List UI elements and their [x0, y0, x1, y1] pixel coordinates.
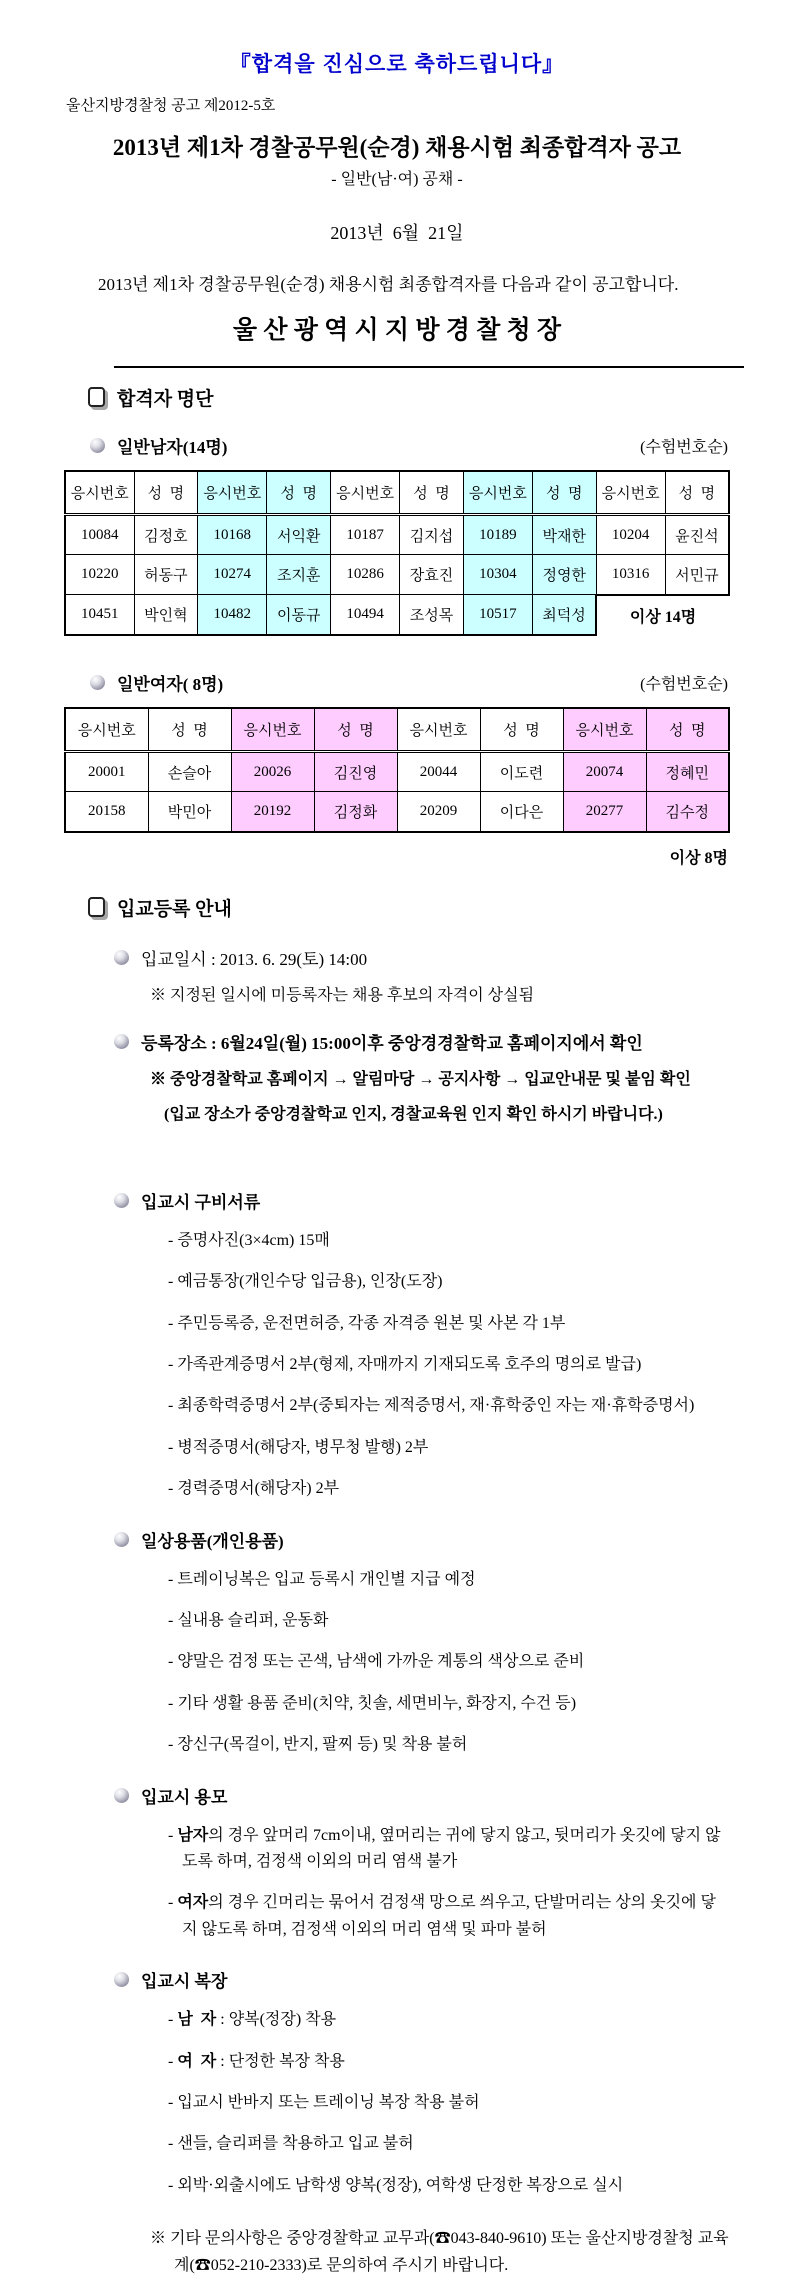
- attire-heading: 입교시 복장: [141, 1972, 228, 1992]
- header-cell: 응시번호: [397, 708, 480, 752]
- table-header-row: [65, 471, 729, 515]
- exam-no-cell: 20158: [65, 792, 148, 832]
- dash-glyph: -: [168, 1653, 174, 1671]
- list-item-bold-prefix: 여자: [177, 1894, 209, 1912]
- name-cell: 김진영: [314, 752, 397, 792]
- list-item-text: 입교시 반바지 또는 트레이닝 복장 착용 불허: [177, 2093, 480, 2111]
- bullet-sphere-icon: [114, 1193, 129, 1208]
- name-cell: 최덕성: [532, 595, 596, 635]
- section-title: 합격자 명단: [117, 388, 214, 410]
- male-order-note: (수험번호순): [640, 438, 728, 456]
- male-roster-header-row: [64, 433, 730, 458]
- table-row: [65, 595, 729, 635]
- name-cell: 김수정: [646, 792, 729, 832]
- list-item-bold-prefix: 남 자: [177, 2011, 217, 2029]
- name-cell: 조지훈: [267, 555, 331, 595]
- schedule-line: [114, 945, 730, 970]
- bullet-sphere-icon: [114, 1972, 129, 1987]
- list-item-text: 병적증명서(해당자, 병무청 발행) 2부: [177, 1438, 429, 1456]
- list-item-text: 의 경우 긴머리는 묶어서 검정색 망으로 씌우고, 단발머리는 상의 옷깃에 닿지 않도록 하며, 검정색 이외의 머리 염색 및 파마 불허: [182, 1894, 716, 1938]
- table-row: [65, 752, 729, 792]
- header-cell: 응시번호: [463, 471, 532, 515]
- documents-heading: 입교시 구비서류: [141, 1192, 261, 1212]
- exam-no-cell: 20192: [231, 792, 314, 832]
- list-item-text: 장신구(목걸이, 반지, 팔찌 등) 및 착용 불허: [177, 1736, 468, 1754]
- list-item: [168, 1228, 730, 1254]
- list-item-text: : 양복(정장) 착용: [216, 2011, 337, 2029]
- exam-no-cell: 10494: [331, 595, 400, 635]
- notice-number: 울산지방경찰청 공고 제2012-5호: [66, 98, 276, 114]
- list-item: [168, 2049, 730, 2075]
- name-cell: 정영한: [532, 555, 596, 595]
- documents-line: [114, 1188, 730, 1213]
- page-title: 2013년 제1차 경찰공무원(순경) 채용시험 최종합격자 공고: [112, 135, 682, 160]
- list-item: [168, 1435, 730, 1461]
- exam-no-cell: 10220: [65, 555, 134, 595]
- name-cell: 김정호: [134, 515, 198, 555]
- location-heading: 등록장소 : 6월24일(월) 15:00이후 중앙경경찰학교 홈페이지에서 확인: [141, 1033, 643, 1053]
- dash-glyph: -: [168, 1273, 174, 1291]
- exam-no-cell: 10187: [331, 515, 400, 555]
- name-cell: 이동규: [267, 595, 331, 635]
- name-cell: 허동구: [134, 555, 198, 595]
- name-cell: 박민아: [148, 792, 231, 832]
- header-cell: 응시번호: [596, 471, 665, 515]
- list-item: [168, 1567, 730, 1593]
- name-cell: 손슬아: [148, 752, 231, 792]
- bullet-sphere-icon: [90, 438, 105, 453]
- header-cell: 응시번호: [231, 708, 314, 752]
- location-note-1: ※ 중앙경찰학교 홈페이지 → 알림마당 → 공지사항 → 입교안내문 및 붙임 확인: [150, 1070, 691, 1088]
- header-cell: 성 명: [646, 708, 729, 752]
- section-registration-guide: [88, 894, 730, 921]
- exam-no-cell: 20001: [65, 752, 148, 792]
- list-item: [168, 1476, 730, 1502]
- name-cell: 박재한: [532, 515, 596, 555]
- name-cell: 이다은: [480, 792, 563, 832]
- header-cell: 응시번호: [198, 471, 267, 515]
- list-item: [168, 1608, 730, 1634]
- name-cell: 박인혁: [134, 595, 198, 635]
- exam-no-cell: 10316: [596, 555, 665, 595]
- signature-title: 울 산 광 역 시 지 방 경 찰 청 장: [232, 316, 562, 344]
- list-item-text: 예금통장(개인수당 입금용), 인장(도장): [177, 1273, 443, 1291]
- list-item-text: 최종학력증명서 2부(중퇴자는 제적증명서, 재·휴학중인 자는 재·휴학증명서): [177, 1397, 695, 1415]
- bullet-sphere-icon: [114, 950, 129, 965]
- list-item: [168, 1311, 730, 1337]
- list-item: [168, 1352, 730, 1378]
- header-cell: 성 명: [267, 471, 331, 515]
- divider: [114, 366, 744, 368]
- exam-no-cell: 20044: [397, 752, 480, 792]
- intro-paragraph: 2013년 제1차 경찰공무원(순경) 채용시험 최종합격자를 다음과 같이 공고합니다.: [98, 275, 679, 294]
- schedule-note: ※ 지정된 일시에 미등록자는 채용 후보의 자격이 상실됨: [150, 986, 535, 1004]
- section-pass-list: [88, 384, 730, 411]
- appearance-line: [114, 1783, 730, 1808]
- name-cell: 조성목: [400, 595, 464, 635]
- name-cell: 김정화: [314, 792, 397, 832]
- list-item: [168, 1649, 730, 1675]
- name-cell: 서익환: [267, 515, 331, 555]
- table-row: [65, 515, 729, 555]
- daily-goods-line: [114, 1527, 730, 1552]
- exam-no-cell: 10482: [198, 595, 267, 635]
- name-cell: 정혜민: [646, 752, 729, 792]
- male-total-cell: 이상 14명: [629, 608, 697, 626]
- header-cell: 응시번호: [65, 471, 134, 515]
- name-cell: 이도련: [480, 752, 563, 792]
- list-item-text: 경력증명서(해당자) 2부: [177, 1480, 340, 1498]
- list-item-text: 샌들, 슬리퍼를 착용하고 입교 불허: [177, 2135, 414, 2153]
- table-row: [65, 555, 729, 595]
- header-cell: 성 명: [480, 708, 563, 752]
- dash-glyph: -: [168, 1314, 174, 1332]
- female-roster-label: 일반여자( 8명): [117, 674, 224, 694]
- bullet-sphere-icon: [114, 1034, 129, 1049]
- list-item-text: 증명사진(3×4cm) 15매: [177, 1231, 330, 1249]
- section-square-icon: [88, 897, 105, 917]
- name-cell: 서민규: [665, 555, 729, 595]
- dash-glyph: -: [168, 2052, 174, 2070]
- female-roster-table: [64, 707, 730, 833]
- section-square-icon: [88, 387, 105, 407]
- dash-glyph: -: [168, 1826, 174, 1844]
- list-item: [168, 1732, 730, 1758]
- exam-no-cell: 10204: [596, 515, 665, 555]
- list-item-text: 기타 생활 용품 준비(치약, 칫솔, 세면비누, 화장지, 수건 등): [177, 1694, 577, 1712]
- section-title: 입교등록 안내: [117, 898, 232, 920]
- exam-no-cell: 20209: [397, 792, 480, 832]
- dash-glyph: -: [168, 1694, 174, 1712]
- dash-glyph: -: [168, 2011, 174, 2029]
- list-item-text: 의 경우 앞머리 7cm이내, 옆머리는 귀에 닿지 않고, 뒷머리가 옷깃에 닿지 않도록 하며, 검정색 이외의 머리 염색 불가: [182, 1826, 721, 1870]
- location-note-2: (입교 장소가 중앙경찰학교 인지, 경찰교육원 인지 확인 하시기 바랍니다.): [164, 1105, 663, 1123]
- dash-glyph: -: [168, 1231, 174, 1249]
- appearance-heading: 입교시 용모: [141, 1787, 228, 1807]
- exam-no-cell: 10189: [463, 515, 532, 555]
- header-cell: 응시번호: [563, 708, 646, 752]
- female-roster-label-line: [90, 670, 223, 695]
- header-cell: 성 명: [148, 708, 231, 752]
- exam-no-cell: 20277: [563, 792, 646, 832]
- contact-note: ※ 기타 문의사항은 중앙경찰학교 교무과(☎043-840-9610) 또는 울산지방경찰청 교육계(☎052-210-2333)로 문의하여 주시기 바랍니다.: [150, 2230, 729, 2275]
- list-item-text: 양말은 검정 또는 곤색, 남색에 가까운 계통의 색상으로 준비: [177, 1653, 585, 1671]
- name-cell: 윤진석: [665, 515, 729, 555]
- list-item-text: 외박·외출시에도 남학생 양복(정장), 여학생 단정한 복장으로 실시: [177, 2176, 624, 2194]
- bullet-sphere-icon: [90, 675, 105, 690]
- congratulation-banner: 『합격을 진심으로 축하드립니다』: [229, 53, 565, 76]
- table-row: [65, 792, 729, 832]
- dash-glyph: -: [168, 1397, 174, 1415]
- list-item: [168, 1823, 730, 1876]
- exam-no-cell: 10304: [463, 555, 532, 595]
- dash-glyph: -: [168, 2135, 174, 2153]
- exam-no-cell: 10517: [463, 595, 532, 635]
- exam-no-cell: 10451: [65, 595, 134, 635]
- list-item-text: : 단정한 복장 착용: [216, 2052, 345, 2070]
- list-item-text: 가족관계증명서 2부(형제, 자매까지 기재되도록 호주의 명의로 발급): [177, 1356, 642, 1374]
- header-cell: 성 명: [665, 471, 729, 515]
- list-item: [168, 1890, 730, 1943]
- table-header-row: [65, 708, 729, 752]
- announcement-date: 2013년 6월 21일: [330, 223, 464, 243]
- name-cell: 김지섭: [400, 515, 464, 555]
- dash-glyph: -: [168, 1480, 174, 1498]
- list-item: [168, 1691, 730, 1717]
- daily-goods-heading: 일상용품(개인용품): [141, 1531, 284, 1551]
- bullet-sphere-icon: [114, 1788, 129, 1803]
- exam-no-cell: 10168: [198, 515, 267, 555]
- list-item: [168, 2173, 730, 2199]
- list-item: [168, 2090, 730, 2116]
- dash-glyph: -: [168, 1612, 174, 1630]
- header-cell: 성 명: [532, 471, 596, 515]
- female-roster-header-row: [64, 670, 730, 695]
- dash-glyph: -: [168, 1736, 174, 1754]
- schedule-heading: 입교일시 : 2013. 6. 29(토) 14:00: [141, 949, 368, 969]
- list-item-text: 실내용 슬리퍼, 운동화: [177, 1612, 329, 1630]
- list-item-text: 주민등록증, 운전면허증, 각종 자격증 원본 및 사본 각 1부: [177, 1314, 566, 1332]
- male-roster-label-line: [90, 433, 227, 458]
- attire-line: [114, 1967, 730, 1992]
- header-cell: 응시번호: [331, 471, 400, 515]
- male-roster-label: 일반남자(14명): [117, 437, 228, 457]
- spacer: [64, 1134, 730, 1164]
- page-subtitle: - 일반(남·여) 공채 -: [331, 171, 463, 188]
- location-line: [114, 1029, 730, 1054]
- list-item: [168, 2131, 730, 2157]
- list-item: [168, 1269, 730, 1295]
- list-item: [168, 1393, 730, 1419]
- female-order-note: (수험번호순): [640, 675, 728, 693]
- header-cell: 성 명: [134, 471, 198, 515]
- exam-no-cell: 10286: [331, 555, 400, 595]
- name-cell: 장효진: [400, 555, 464, 595]
- exam-no-cell: 20026: [231, 752, 314, 792]
- header-cell: 응시번호: [65, 708, 148, 752]
- male-roster-table: [64, 470, 730, 636]
- exam-no-cell: 20074: [563, 752, 646, 792]
- exam-no-cell: 10274: [198, 555, 267, 595]
- dash-glyph: -: [168, 1894, 174, 1912]
- bullet-sphere-icon: [114, 1532, 129, 1547]
- exam-no-cell: 10084: [65, 515, 134, 555]
- dash-glyph: -: [168, 1570, 174, 1588]
- dash-glyph: -: [168, 2093, 174, 2111]
- dash-glyph: -: [168, 1438, 174, 1456]
- list-item-text: 트레이닝복은 입교 등록시 개인별 지급 예정: [177, 1570, 476, 1588]
- header-cell: 성 명: [400, 471, 464, 515]
- list-item-bold-prefix: 남자: [177, 1826, 209, 1844]
- list-item-bold-prefix: 여 자: [177, 2052, 217, 2070]
- dash-glyph: -: [168, 2176, 174, 2194]
- list-item: [168, 2007, 730, 2033]
- header-cell: 성 명: [314, 708, 397, 752]
- female-total-label: 이상 8명: [669, 849, 728, 867]
- dash-glyph: -: [168, 1356, 174, 1374]
